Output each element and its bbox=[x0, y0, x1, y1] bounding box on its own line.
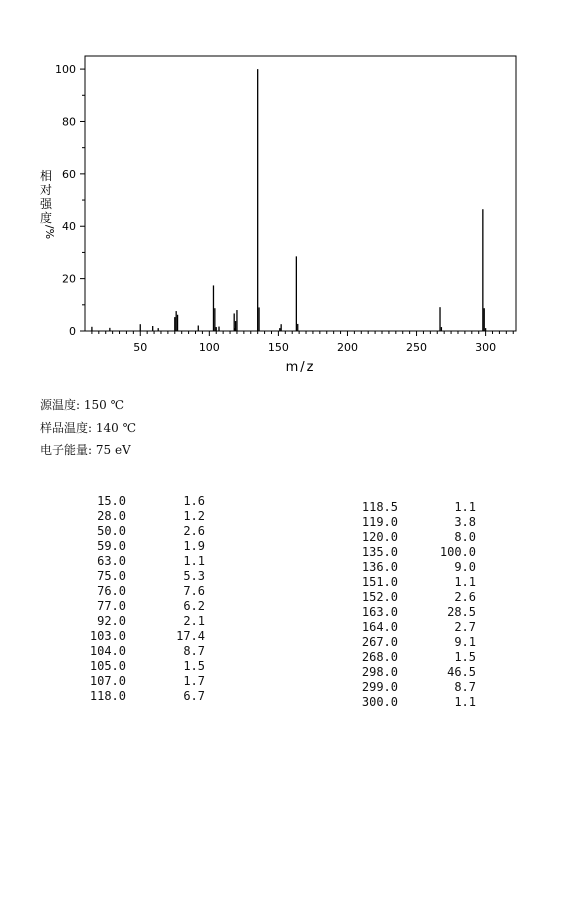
abundance-value: 1.7 bbox=[183, 674, 205, 688]
y-tick-label: 60 bbox=[62, 167, 76, 181]
x-tick-label: 300 bbox=[475, 341, 497, 354]
mz-value: 136.0 bbox=[361, 560, 398, 574]
abundance-value: 9.0 bbox=[454, 560, 476, 574]
mz-value: 164.0 bbox=[361, 620, 398, 634]
mz-value: 75.0 bbox=[97, 569, 126, 583]
mz-value: 152.0 bbox=[361, 590, 398, 604]
y-axis-label-char: 相 bbox=[39, 169, 53, 183]
abundance-value: 1.1 bbox=[454, 575, 476, 589]
abundance-value: 2.6 bbox=[183, 524, 205, 538]
y-axis-label-char: 强 bbox=[39, 197, 53, 211]
x-tick-label: 100 bbox=[198, 341, 220, 354]
mz-value: 50.0 bbox=[97, 524, 126, 538]
mz-value: 300.0 bbox=[361, 695, 398, 709]
y-tick-label: 80 bbox=[62, 115, 76, 129]
x-tick-label: 200 bbox=[336, 341, 358, 354]
abundance-value: 8.7 bbox=[454, 680, 476, 694]
abundance-value: 6.7 bbox=[183, 689, 205, 703]
x-tick-label: 50 bbox=[133, 341, 148, 354]
x-tick-label: 150 bbox=[267, 341, 289, 354]
mz-value: 298.0 bbox=[361, 665, 398, 679]
mz-value: 59.0 bbox=[97, 539, 126, 553]
abundance-value: 1.5 bbox=[183, 659, 205, 673]
mz-value: 299.0 bbox=[361, 680, 398, 694]
mz-value: 267.0 bbox=[361, 635, 398, 649]
mz-value: 105.0 bbox=[89, 659, 126, 673]
abundance-value: 1.1 bbox=[454, 500, 476, 514]
abundance-value: 17.4 bbox=[176, 629, 205, 643]
abundance-value: 3.8 bbox=[454, 515, 476, 529]
y-tick-label: 0 bbox=[69, 325, 76, 338]
mz-value: 119.0 bbox=[361, 515, 398, 529]
abundance-value: 1.6 bbox=[183, 494, 205, 508]
y-tick-label: 20 bbox=[62, 272, 76, 286]
sample-temperature: 样品温度: 140 ℃ bbox=[40, 421, 137, 435]
y-axis-label-char: 对 bbox=[39, 183, 53, 197]
mz-value: 76.0 bbox=[97, 584, 126, 598]
abundance-value: 1.2 bbox=[183, 509, 205, 523]
mz-value: 104.0 bbox=[89, 644, 126, 658]
y-tick-label: 100 bbox=[55, 63, 76, 77]
abundance-value: 1.1 bbox=[183, 554, 205, 568]
mz-value: 77.0 bbox=[97, 599, 126, 613]
mz-value: 268.0 bbox=[361, 650, 398, 664]
mz-value: 120.0 bbox=[361, 530, 398, 544]
x-tick-label: 250 bbox=[406, 341, 428, 354]
abundance-value: 46.5 bbox=[447, 665, 476, 679]
mz-value: 15.0 bbox=[97, 494, 126, 508]
mz-value: 63.0 bbox=[97, 554, 126, 568]
mz-value: 118.5 bbox=[361, 500, 398, 514]
abundance-value: 1.1 bbox=[454, 695, 476, 709]
mz-value: 151.0 bbox=[361, 575, 398, 589]
mz-value: 163.0 bbox=[361, 605, 398, 619]
abundance-value: 100.0 bbox=[439, 545, 476, 559]
abundance-value: 8.7 bbox=[183, 644, 205, 658]
y-axis-label-char: 度 bbox=[39, 211, 53, 225]
abundance-value: 6.2 bbox=[183, 599, 205, 613]
mz-value: 28.0 bbox=[97, 509, 126, 523]
abundance-value: 5.3 bbox=[183, 569, 205, 583]
mz-value: 107.0 bbox=[89, 674, 126, 688]
mass-spectrum-chart bbox=[0, 0, 570, 380]
mz-value: 103.0 bbox=[89, 629, 126, 643]
abundance-value: 1.5 bbox=[454, 650, 476, 664]
abundance-value: 28.5 bbox=[447, 605, 476, 619]
abundance-value: 8.0 bbox=[454, 530, 476, 544]
plot-frame bbox=[85, 56, 516, 331]
x-axis-label: m/z bbox=[285, 360, 316, 375]
abundance-value: 2.1 bbox=[183, 614, 205, 628]
abundance-value: 9.1 bbox=[454, 635, 476, 649]
abundance-value: 2.6 bbox=[454, 590, 476, 604]
abundance-value: 1.9 bbox=[183, 539, 205, 553]
mz-value: 135.0 bbox=[361, 545, 398, 559]
y-axis-label-unit: /% bbox=[43, 224, 56, 240]
source-temperature: 源温度: 150 ℃ bbox=[40, 398, 125, 412]
mz-value: 92.0 bbox=[97, 614, 126, 628]
y-tick-label: 40 bbox=[62, 220, 76, 234]
abundance-value: 2.7 bbox=[454, 620, 476, 634]
abundance-value: 7.6 bbox=[183, 584, 205, 598]
electron-energy: 电子能量: 75 eV bbox=[40, 443, 131, 457]
mz-value: 118.0 bbox=[89, 689, 126, 703]
